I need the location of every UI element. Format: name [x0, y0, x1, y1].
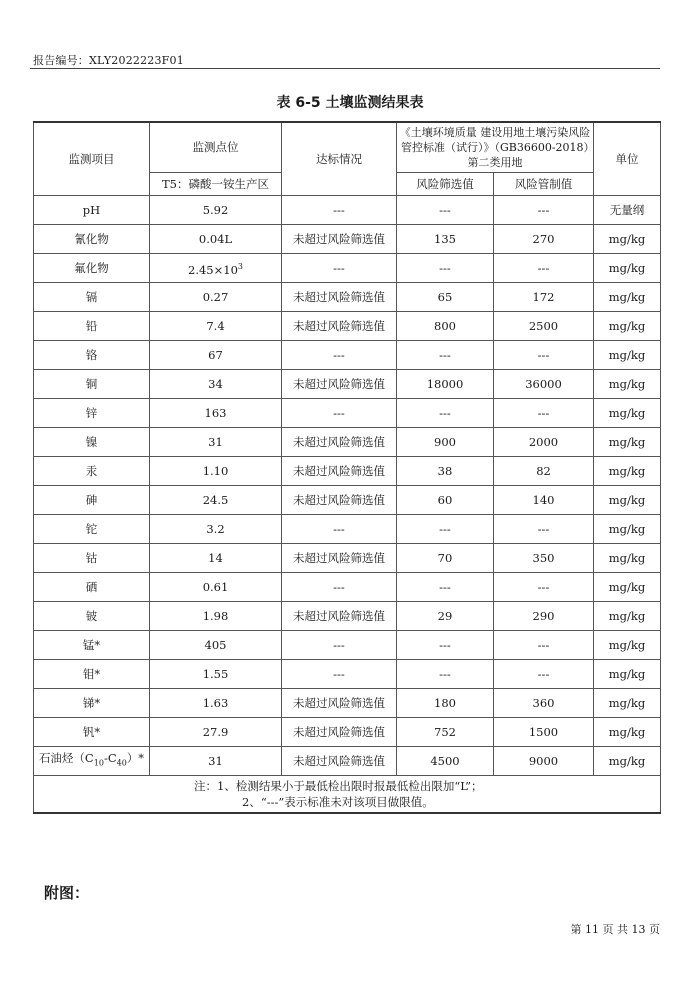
- cell-screening-value: [397, 370, 494, 399]
- cell-unit-text: mg/kg: [608, 753, 646, 768]
- cell-value-text: 0.61: [202, 579, 229, 594]
- cell-status-text: ---: [333, 405, 345, 420]
- cell-status: [282, 515, 397, 544]
- cell-item: [34, 254, 150, 283]
- cell-control-value: [494, 225, 594, 254]
- cell-status-text: 未超过风险筛选值: [293, 434, 385, 449]
- column-header-control-value: 风险管制值: [494, 173, 594, 196]
- cell-unit: [594, 544, 661, 573]
- cell-control-value-text: ---: [537, 347, 550, 362]
- cell-screening-value: [397, 341, 494, 370]
- cell-status-text: ---: [333, 637, 345, 652]
- table-note-row: [34, 776, 661, 814]
- cell-value-text: 5.92: [202, 202, 229, 217]
- cell-value-text: 1.98: [202, 608, 229, 623]
- cell-value: [150, 486, 282, 515]
- cell-item: [34, 428, 150, 457]
- cell-screening-value-text: 38: [437, 463, 453, 478]
- cell-item-text: 钼*: [82, 666, 101, 681]
- cell-screening-value: [397, 573, 494, 602]
- cell-item-text: 钴: [85, 550, 98, 565]
- cell-value-text: 1.63: [202, 695, 229, 710]
- cell-unit-text: 无量纲: [609, 202, 645, 217]
- cell-status: [282, 457, 397, 486]
- cell-value-text: 34: [208, 376, 223, 391]
- cell-control-value: [494, 689, 594, 718]
- cell-value: [150, 631, 282, 660]
- carbon-range-separator: -C: [103, 751, 117, 766]
- cell-value: [150, 718, 282, 747]
- cell-control-value: [494, 718, 594, 747]
- cell-unit: [594, 225, 661, 254]
- cell-control-value-text: 290: [532, 608, 555, 623]
- column-header-point-name: T5：磷酸一铵生产区: [150, 173, 282, 196]
- cell-value: [150, 341, 282, 370]
- cell-unit: [594, 660, 661, 689]
- cell-item: [34, 341, 150, 370]
- cell-unit: [594, 689, 661, 718]
- note-line-2: 2、“---”表示标准未对该项目做限值。: [242, 795, 434, 809]
- table-row: [34, 515, 661, 544]
- cell-value-text: 14: [208, 550, 223, 565]
- cell-status: [282, 602, 397, 631]
- cell-item-text: 铍: [85, 608, 98, 623]
- cell-item: [34, 515, 150, 544]
- table-row: [34, 457, 661, 486]
- cell-status-text: 未超过风险筛选值: [293, 289, 385, 304]
- cell-status-text: 未超过风险筛选值: [293, 376, 385, 391]
- cell-item: [34, 486, 150, 515]
- cell-value: [150, 689, 282, 718]
- cell-unit: [594, 631, 661, 660]
- cell-control-value: [494, 486, 594, 515]
- cell-value-text: 7.4: [206, 318, 225, 333]
- cell-control-value-text: ---: [537, 637, 550, 652]
- cell-control-value: [494, 602, 594, 631]
- table-row: [34, 312, 661, 341]
- cell-screening-value: [397, 428, 494, 457]
- cell-status: [282, 254, 397, 283]
- column-header-item: 监测项目: [34, 122, 150, 196]
- cell-screening-value: [397, 457, 494, 486]
- cell-control-value-text: 2000: [528, 434, 559, 449]
- cell-status: [282, 399, 397, 428]
- table-row: [34, 544, 661, 573]
- cell-unit: [594, 370, 661, 399]
- column-header-compliance: 达标情况: [282, 122, 397, 196]
- cell-item: [34, 544, 150, 573]
- cell-screening-value-text: 29: [437, 608, 453, 623]
- cell-item-text: 钒*: [82, 724, 101, 739]
- cell-status-text: ---: [333, 521, 345, 536]
- cell-unit: [594, 399, 661, 428]
- cell-item: [34, 312, 150, 341]
- column-header-point: 监测点位: [150, 122, 282, 173]
- cell-status-text: 未超过风险筛选值: [293, 695, 385, 710]
- cell-control-value-text: 9000: [528, 753, 559, 768]
- cell-unit: [594, 428, 661, 457]
- cell-screening-value-text: ---: [439, 521, 451, 536]
- cell-unit-text: mg/kg: [608, 666, 646, 681]
- cell-item-text: 锰*: [82, 637, 101, 652]
- cell-control-value-text: 1500: [528, 724, 559, 739]
- cell-status: [282, 660, 397, 689]
- cell-value: [150, 254, 282, 283]
- report-number: 报告编号：XLY2022223F01: [33, 54, 184, 67]
- table-row: [34, 283, 661, 312]
- cell-unit: [594, 196, 661, 225]
- cell-status: [282, 486, 397, 515]
- cell-screening-value-text: 135: [434, 231, 456, 246]
- cell-status: [282, 428, 397, 457]
- cell-control-value-text: ---: [537, 202, 550, 217]
- cell-control-value-text: ---: [537, 405, 550, 420]
- cell-status: [282, 225, 397, 254]
- cell-unit-text: mg/kg: [608, 260, 646, 275]
- cell-control-value: [494, 544, 594, 573]
- item-suffix: ）*: [126, 751, 145, 766]
- table-row: [34, 370, 661, 399]
- cell-screening-value: [397, 718, 494, 747]
- cell-control-value-text: 140: [532, 492, 555, 507]
- cell-item-text: 石油烃（C: [38, 751, 94, 766]
- cell-unit: [594, 283, 661, 312]
- cell-item-text: 汞: [85, 463, 98, 478]
- cell-item: [34, 196, 150, 225]
- cell-item: [34, 747, 150, 776]
- cell-control-value: [494, 399, 594, 428]
- cell-screening-value-text: 4500: [430, 753, 460, 768]
- cell-item-text: 镉: [85, 289, 98, 304]
- cell-status: [282, 544, 397, 573]
- cell-status: [282, 283, 397, 312]
- cell-status: [282, 196, 397, 225]
- table-row: [34, 399, 661, 428]
- cell-screening-value: [397, 602, 494, 631]
- cell-status: [282, 341, 397, 370]
- cell-control-value-text: ---: [537, 260, 550, 275]
- cell-control-value-text: ---: [537, 521, 550, 536]
- cell-control-value: [494, 254, 594, 283]
- cell-value: [150, 515, 282, 544]
- cell-item-text: 镍: [85, 434, 98, 449]
- cell-value-text: 67: [208, 347, 223, 362]
- cell-status-text: 未超过风险筛选值: [293, 608, 385, 623]
- cell-screening-value: [397, 225, 494, 254]
- cell-screening-value-text: ---: [439, 347, 451, 362]
- cell-control-value: [494, 747, 594, 776]
- appendix-label: 附图：: [44, 884, 90, 902]
- cell-status-text: 未超过风险筛选值: [293, 463, 385, 478]
- cell-unit-text: mg/kg: [608, 492, 646, 507]
- cell-screening-value: [397, 631, 494, 660]
- column-header-unit: 单位: [594, 122, 661, 196]
- cell-control-value: [494, 457, 594, 486]
- cell-control-value: [494, 631, 594, 660]
- cell-unit: [594, 718, 661, 747]
- cell-item: [34, 399, 150, 428]
- cell-unit-text: mg/kg: [608, 637, 646, 652]
- note-line-1: 注：1、检测结果小于最低检出限时报最低检出限加“L”；: [194, 779, 483, 793]
- cell-unit: [594, 457, 661, 486]
- cell-value: [150, 428, 282, 457]
- cell-status-text: ---: [333, 347, 345, 362]
- cell-unit: [594, 602, 661, 631]
- cell-value-text: 1.10: [202, 463, 229, 478]
- table-row: [34, 225, 661, 254]
- cell-value-text: 2.45×10: [188, 262, 238, 277]
- cell-unit-text: mg/kg: [608, 724, 646, 739]
- cell-screening-value: [397, 689, 494, 718]
- cell-screening-value-text: ---: [439, 405, 451, 420]
- cell-value: [150, 196, 282, 225]
- cell-control-value: [494, 341, 594, 370]
- cell-value: [150, 225, 282, 254]
- cell-status-text: 未超过风险筛选值: [293, 550, 385, 565]
- table-header-row: [34, 122, 661, 173]
- cell-screening-value-text: ---: [439, 202, 451, 217]
- table-row: [34, 747, 661, 776]
- table-row: [34, 196, 661, 225]
- cell-value-text: 24.5: [202, 492, 229, 507]
- cell-screening-value-text: 752: [434, 724, 456, 739]
- cell-status: [282, 631, 397, 660]
- table-row: [34, 631, 661, 660]
- cell-value: [150, 660, 282, 689]
- cell-value: [150, 602, 282, 631]
- table-row: [34, 341, 661, 370]
- cell-control-value-text: 360: [532, 695, 555, 710]
- cell-item-text: 氰化物: [74, 231, 109, 246]
- table-row: [34, 573, 661, 602]
- table-note: [34, 776, 661, 814]
- cell-screening-value-text: 180: [434, 695, 456, 710]
- column-header-screening-value: 风险筛选值: [397, 173, 494, 196]
- cell-screening-value-text: 70: [437, 550, 453, 565]
- cell-item: [34, 602, 150, 631]
- cell-unit-text: mg/kg: [608, 434, 646, 449]
- table-row: [34, 428, 661, 457]
- cell-item-text: 砷: [85, 492, 98, 507]
- cell-control-value: [494, 196, 594, 225]
- header-divider: [30, 68, 660, 69]
- cell-unit-text: mg/kg: [608, 521, 646, 536]
- cell-control-value-text: 270: [532, 231, 555, 246]
- cell-item: [34, 283, 150, 312]
- table-title: 表 6-5 土壤监测结果表: [276, 95, 424, 111]
- cell-item-text: 铬: [85, 347, 98, 362]
- cell-control-value: [494, 428, 594, 457]
- cell-item-text: pH: [82, 202, 101, 217]
- cell-unit: [594, 312, 661, 341]
- cell-screening-value: [397, 486, 494, 515]
- cell-control-value: [494, 573, 594, 602]
- cell-screening-value-text: ---: [439, 579, 451, 594]
- cell-value: [150, 457, 282, 486]
- cell-value-text: 0.04L: [198, 231, 233, 246]
- cell-status-text: ---: [333, 260, 345, 275]
- cell-item: [34, 660, 150, 689]
- cell-value-text: 0.27: [202, 289, 229, 304]
- cell-unit: [594, 341, 661, 370]
- cell-control-value-text: 82: [536, 463, 551, 478]
- cell-control-value-text: ---: [537, 666, 550, 681]
- table-row: [34, 689, 661, 718]
- cell-screening-value: [397, 660, 494, 689]
- cell-unit-text: mg/kg: [608, 347, 646, 362]
- cell-value-text: 405: [204, 637, 227, 652]
- cell-screening-value: [397, 254, 494, 283]
- cell-unit-text: mg/kg: [608, 318, 646, 333]
- cell-item: [34, 457, 150, 486]
- column-header-standard: 《土壤环境质量 建设用地土壤污染风险管控标准（试行）》（GB36600-2018）第二类用地: [397, 122, 594, 173]
- cell-status: [282, 747, 397, 776]
- cell-control-value-text: 2500: [528, 318, 559, 333]
- cell-control-value: [494, 312, 594, 341]
- cell-unit-text: mg/kg: [608, 463, 646, 478]
- exponent: 3: [237, 261, 243, 271]
- cell-value: [150, 312, 282, 341]
- cell-screening-value-text: ---: [439, 666, 451, 681]
- cell-status: [282, 312, 397, 341]
- cell-item-text: 锌: [85, 405, 98, 420]
- cell-control-value: [494, 283, 594, 312]
- cell-item-text: 铊: [85, 521, 98, 536]
- cell-value-text: 27.9: [202, 724, 229, 739]
- cell-status: [282, 689, 397, 718]
- cell-item-text: 锑*: [82, 695, 101, 710]
- cell-screening-value-text: ---: [439, 260, 451, 275]
- cell-status-text: ---: [333, 579, 345, 594]
- cell-unit-text: mg/kg: [608, 405, 646, 420]
- cell-control-value-text: ---: [537, 579, 550, 594]
- cell-screening-value-text: 65: [437, 289, 453, 304]
- cell-status-text: ---: [333, 666, 345, 681]
- cell-control-value: [494, 370, 594, 399]
- table-row: [34, 660, 661, 689]
- cell-unit: [594, 486, 661, 515]
- cell-screening-value: [397, 283, 494, 312]
- cell-control-value-text: 172: [532, 289, 555, 304]
- cell-unit: [594, 573, 661, 602]
- cell-status-text: 未超过风险筛选值: [293, 492, 385, 507]
- page-number: 第 11 页 共 13 页: [570, 923, 660, 936]
- cell-item-text: 铜: [85, 376, 98, 391]
- cell-unit-text: mg/kg: [608, 550, 646, 565]
- cell-unit: [594, 515, 661, 544]
- cell-control-value: [494, 660, 594, 689]
- cell-unit-text: mg/kg: [608, 695, 646, 710]
- table-row: [34, 602, 661, 631]
- cell-screening-value: [397, 544, 494, 573]
- carbon-subscript-start: 10: [93, 758, 104, 768]
- cell-control-value: [494, 515, 594, 544]
- cell-screening-value: [397, 399, 494, 428]
- table-row: [34, 718, 661, 747]
- cell-screening-value: [397, 312, 494, 341]
- cell-status: [282, 718, 397, 747]
- cell-value-text: 3.2: [206, 521, 225, 536]
- cell-item: [34, 631, 150, 660]
- cell-item-text: 氟化物: [74, 260, 109, 275]
- cell-value: [150, 283, 282, 312]
- cell-value: [150, 399, 282, 428]
- cell-value: [150, 747, 282, 776]
- cell-screening-value: [397, 747, 494, 776]
- cell-screening-value-text: 800: [434, 318, 456, 333]
- cell-item-text: 硒: [85, 579, 98, 594]
- cell-item: [34, 573, 150, 602]
- cell-item: [34, 225, 150, 254]
- cell-item: [34, 370, 150, 399]
- cell-unit: [594, 254, 661, 283]
- cell-unit-text: mg/kg: [608, 231, 646, 246]
- cell-status-text: ---: [333, 202, 345, 217]
- cell-status: [282, 573, 397, 602]
- cell-value-text: 31: [208, 753, 223, 768]
- cell-item: [34, 718, 150, 747]
- cell-item-text: 铅: [85, 318, 98, 333]
- cell-value-text: 1.55: [202, 666, 229, 681]
- cell-unit-text: mg/kg: [608, 579, 646, 594]
- cell-unit-text: mg/kg: [608, 376, 646, 391]
- cell-screening-value-text: ---: [439, 637, 451, 652]
- cell-status-text: 未超过风险筛选值: [293, 231, 385, 246]
- cell-unit-text: mg/kg: [608, 608, 646, 623]
- cell-status-text: 未超过风险筛选值: [293, 724, 385, 739]
- cell-status-text: 未超过风险筛选值: [293, 318, 385, 333]
- cell-item: [34, 689, 150, 718]
- cell-status-text: 未超过风险筛选值: [293, 753, 385, 768]
- table-row: [34, 486, 661, 515]
- soil-monitoring-results-table: [33, 121, 661, 814]
- cell-screening-value-text: 60: [437, 492, 453, 507]
- cell-screening-value-text: 18000: [426, 376, 464, 391]
- cell-unit: [594, 747, 661, 776]
- cell-value-text: 31: [208, 434, 223, 449]
- cell-screening-value-text: 900: [434, 434, 456, 449]
- cell-value: [150, 573, 282, 602]
- cell-control-value-text: 350: [532, 550, 555, 565]
- cell-screening-value: [397, 515, 494, 544]
- cell-status: [282, 370, 397, 399]
- cell-unit-text: mg/kg: [608, 289, 646, 304]
- cell-control-value-text: 36000: [525, 376, 562, 391]
- cell-value: [150, 544, 282, 573]
- carbon-subscript-end: 40: [116, 758, 127, 768]
- cell-screening-value: [397, 196, 494, 225]
- table-row: [34, 254, 661, 283]
- cell-value-text: 163: [204, 405, 227, 420]
- cell-value: [150, 370, 282, 399]
